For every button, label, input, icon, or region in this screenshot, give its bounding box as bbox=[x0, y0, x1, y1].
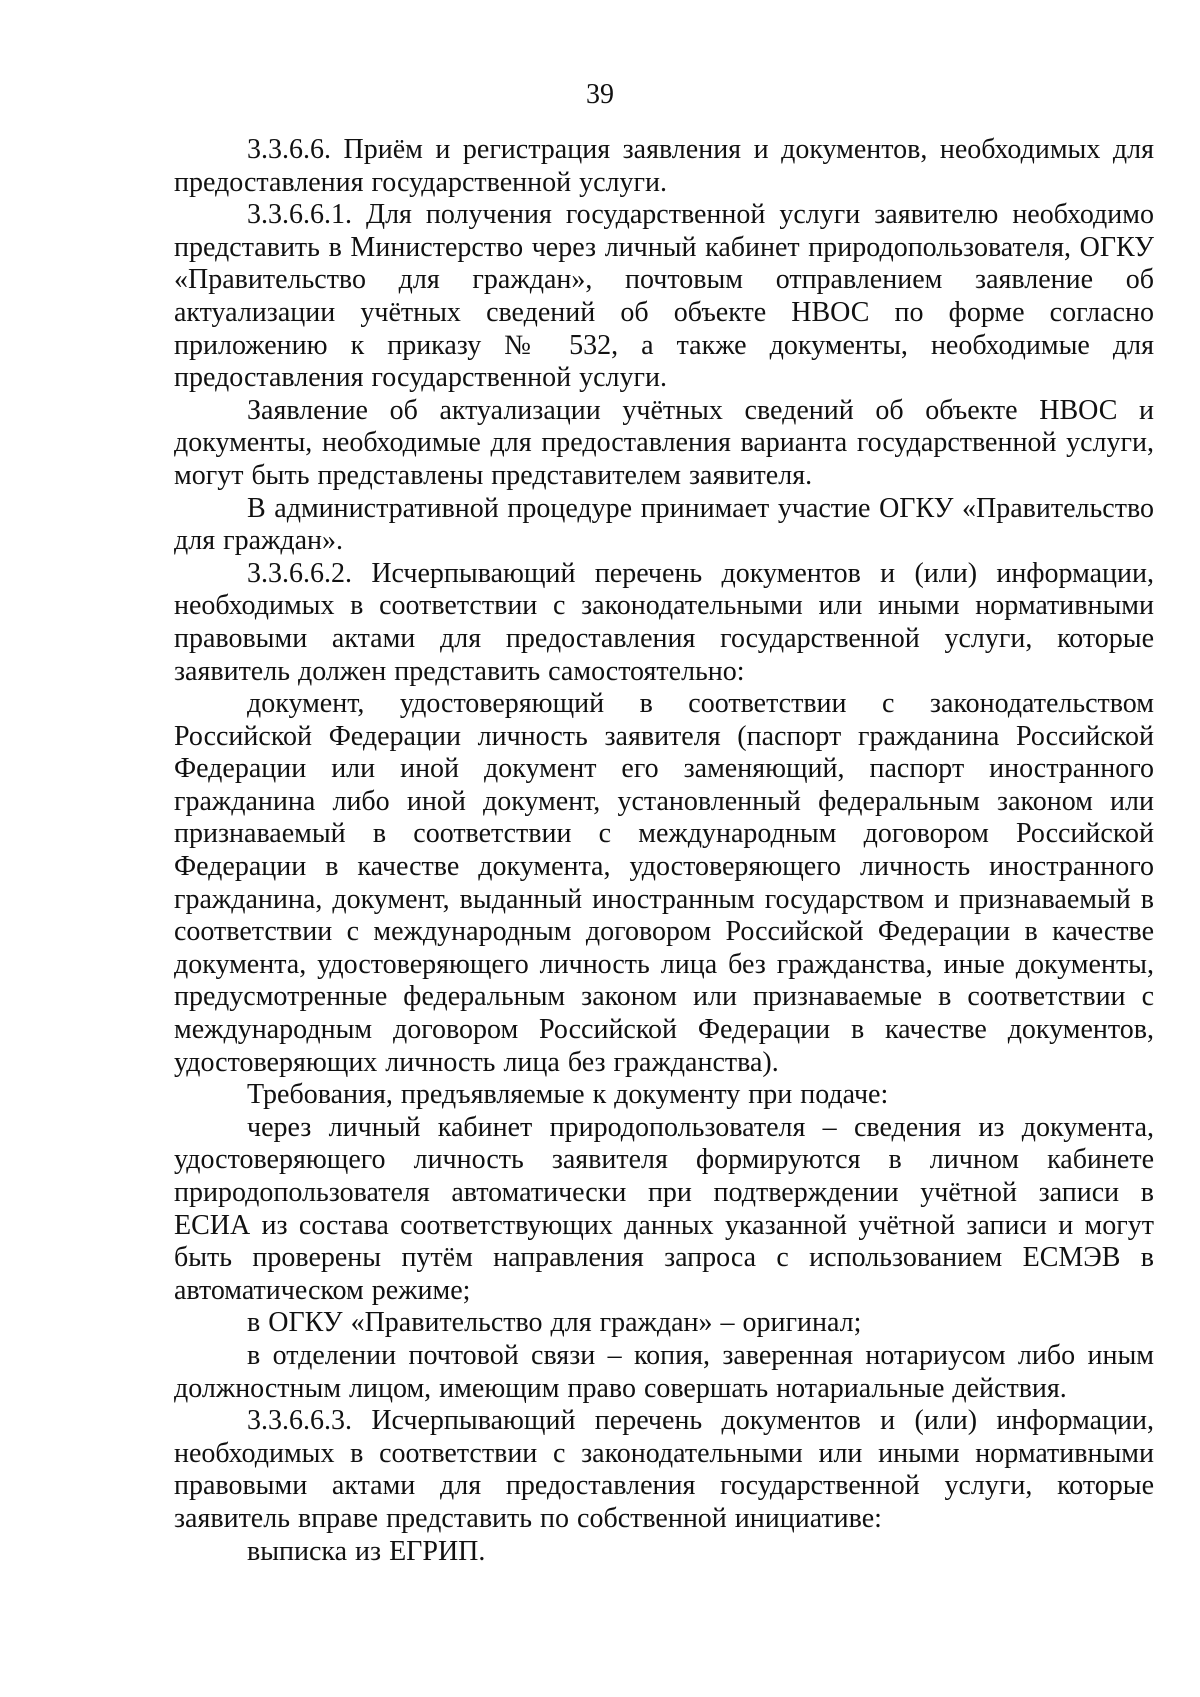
paragraph-3-3-6-6-1: 3.3.6.6.1. Для получения государственной услуги заявителю необходимо представить в Министерство через личный кабинет природопользователя, ОГКУ «Правительство для граждан», почтовым отправлением заявление об актуализации учётных сведений об объекте НВОС по форме согласно приложению к приказу № 532, а также документы, необходимые для предоставления государственной услуги. bbox=[174, 199, 1154, 394]
paragraph-3-3-6-6: 3.3.6.6. Приём и регистрация заявления и документов, необходимых для предоставления государственной услуги. bbox=[174, 134, 1154, 198]
paragraph-identity-document: документ, удостоверяющий в соответствии с законодательством Российской Федерации личность заявителя (паспорт гражданина Российской Федерации или иной документ его заменяющий, паспорт иностранного гражданина либо иной документ, установленный федеральным законом или признаваемый в соответствии с международным договором Российской Федерации в качестве документа, удостоверяющего личность иностранного гражданина, документ, выданный иностранным государством и признаваемый в соответствии с международным договором Российской Федерации в качестве документа, удостоверяющего личность лица без гражданства, иные документы, предусмотренные федеральным законом или признаваемые в соответствии с международным договором Российской Федерации в качестве документов, удостоверяющих личность лица без гражданства). bbox=[174, 688, 1154, 1078]
paragraph-egrip-extract: выписка из ЕГРИП. bbox=[247, 1535, 486, 1567]
paragraph-ogku-participation: В административной процедуре принимает участие ОГКУ «Правительство для граждан». bbox=[174, 492, 1154, 557]
paragraph-3-3-6-6-2: 3.3.6.6.2. Исчерпывающий перечень документов и (или) информации, необходимых в соответствии с законодательными или иными нормативными правовыми актами для предоставления государственной услуги, которые заявитель должен представить самостоятельно: bbox=[174, 557, 1154, 687]
paragraph-document-requirements: Требования, предъявляемые к документу при подаче: bbox=[247, 1079, 889, 1111]
paragraph-personal-account-requirement: через личный кабинет природопользователя – сведения из документа, удостоверяющего личность заявителя формируются в личном кабинете природопользователя автоматически при подтверждении учётной записи в ЕСИА из состава соответствующих данных указанной учётной записи и могут быть проверены путём направления запроса с использованием ЕСМЭВ в автоматическом режиме; bbox=[174, 1111, 1154, 1306]
paragraph-representative-submission: Заявление об актуализации учётных сведений об объекте НВОС и документы, необходимые для предоставления варианта государственной услуги, могут быть представлены представителем заявителя. bbox=[174, 394, 1154, 491]
document-body bbox=[174, 134, 1154, 1568]
page-number: 39 bbox=[586, 79, 614, 110]
paragraph-post-office-copy: в отделении почтовой связи – копия, заверенная нотариусом либо иным должностным лицом, имеющим право совершать нотариальные действия. bbox=[174, 1339, 1154, 1404]
paragraph-3-3-6-6-3: 3.3.6.6.3. Исчерпывающий перечень документов и (или) информации, необходимых в соответствии с законодательными или иными нормативными правовыми актами для предоставления государственной услуги, которые заявитель вправе представить по собственной инициативе: bbox=[174, 1405, 1154, 1534]
paragraph-ogku-original: в ОГКУ «Правительство для граждан» – оригинал; bbox=[247, 1307, 862, 1339]
